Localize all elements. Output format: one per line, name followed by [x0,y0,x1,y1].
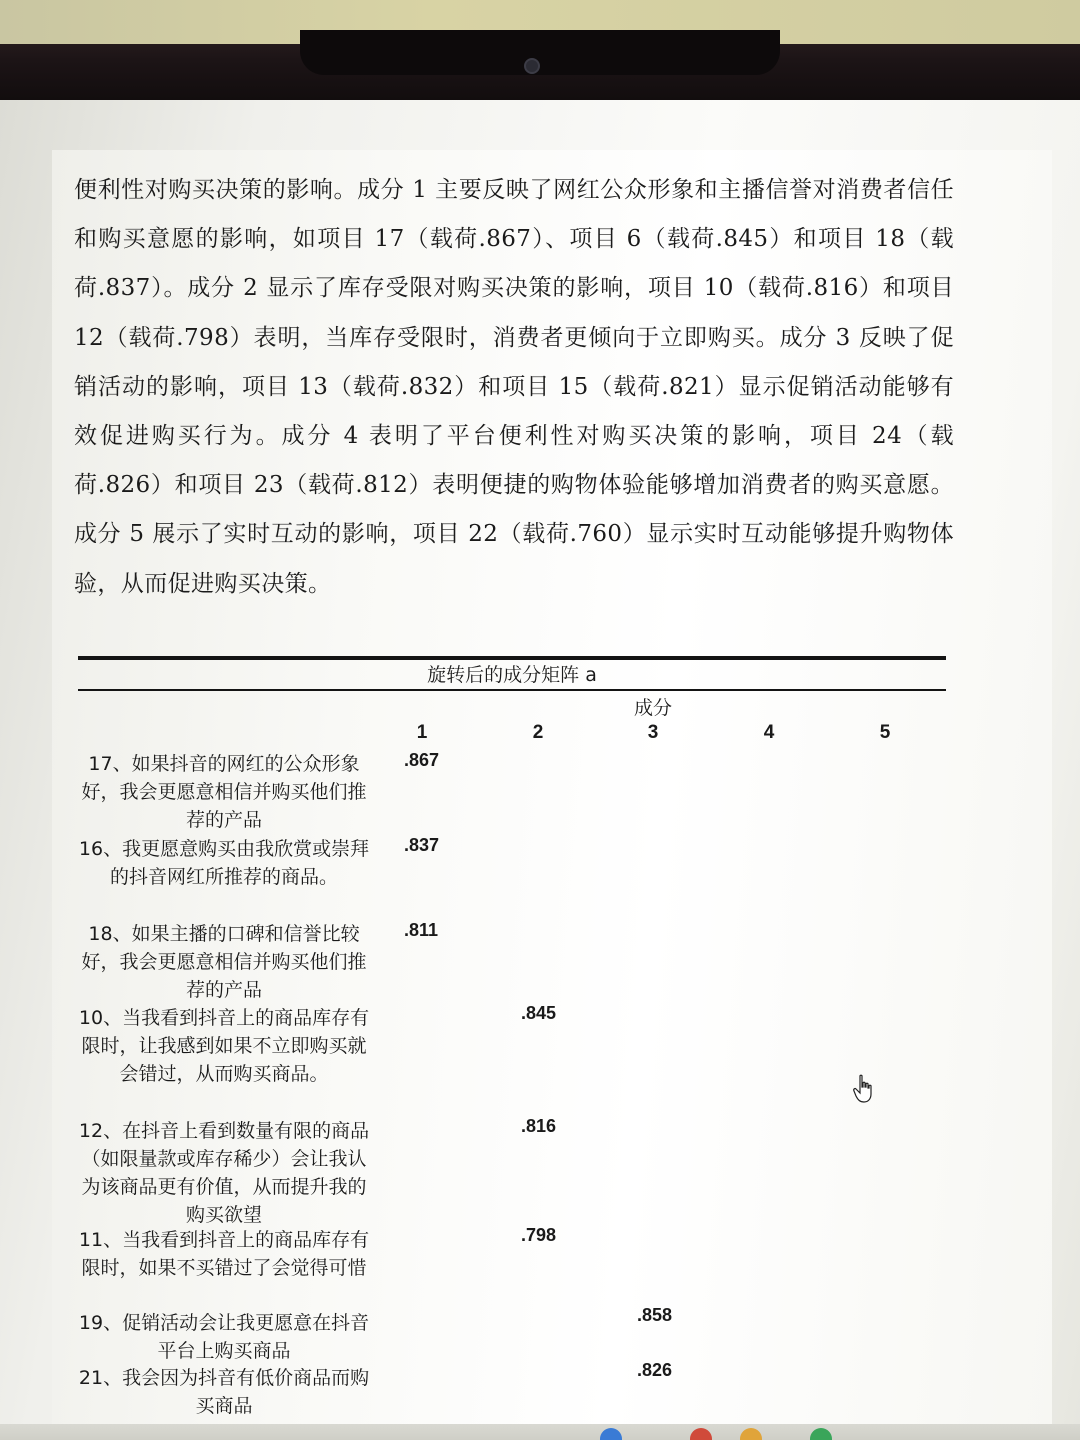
component-header: 成分 [633,697,672,719]
hand-cursor-icon [852,1074,876,1104]
webcam-icon [524,58,540,74]
table-row-label: 11、当我看到抖音上的商品库存有限时，如果不买错过了会觉得可惜 [78,1229,370,1279]
table-cell-value: .858 [637,1305,673,1325]
taskbar [0,1424,1080,1440]
table-cell-value: .837 [404,835,440,855]
column-header-2: 2 [532,722,544,743]
table-row-label: 12、在抖音上看到数量有限的商品（如限量款或库存稀少）会让我认为该商品更有价值，从而提升我的购买欲望 [78,1120,370,1226]
table-cell-value: .816 [521,1116,557,1136]
table-row-label: 10、当我看到抖音上的商品库存有限时，让我感到如果不立即购买就会错过，从而购买商品。 [78,1007,370,1085]
table-header-rule [78,689,946,691]
column-header-1: 1 [416,722,428,743]
table-cell-value: .811 [404,920,439,940]
table-cell-value: .826 [637,1360,673,1380]
table-cell-value: .867 [404,750,440,770]
table-top-rule [78,656,946,660]
table-row-label: 19、促销活动会让我更愿意在抖音平台上购买商品 [78,1312,370,1362]
table-cell-value: .845 [521,1003,557,1023]
table-cell-value: .798 [521,1225,557,1245]
camera-notch [300,30,780,75]
table-row-label: 21、我会因为抖音有低价商品而购买商品 [78,1367,370,1417]
table-row-label: 17、如果抖音的网红的公众形象好，我会更愿意相信并购买他们推荐的产品 [81,753,367,831]
table-title: 旋转后的成分矩阵 a [427,664,597,686]
column-header-3: 3 [647,722,659,743]
body-paragraph: 便利性对购买决策的影响。成分 1 主要反映了网红公众形象和主播信誉对消费者信任和购买意愿的影响，如项目 17（载荷.867）、项目 6（载荷.845）和项目 18（载荷.837）。成分 2 显示了库存受限对购买决策的影响，项目 10（载荷.816）和项目 12（载荷.798）表明，当库存受限时，消费者更倾向于立即购买。成分 3 反映了促销活动的影响，项目 13（载荷.832）和项目 15（载荷.821）显示促销活动能够有效促进购买行为。成分 4 表明了平台便利性对购买决策的影响，项目 24（载荷.826）和项目 23（载荷.812）表明便捷的购物体验能够增加消费者的购买意愿。成分 5 展示了实时互动的影响，项目 22（载荷.760）显示实时互动能够提升购物体验，从而促进购买决策。 [74,177,954,597]
table-row-label: 16、我更愿意购买由我欣赏或崇拜的抖音网红所推荐的商品。 [78,838,370,888]
table-row-label: 18、如果主播的口碑和信誉比较好，我会更愿意相信并购买他们推荐的产品 [81,923,367,1001]
column-header-4: 4 [763,722,775,743]
column-header-5: 5 [879,722,891,743]
